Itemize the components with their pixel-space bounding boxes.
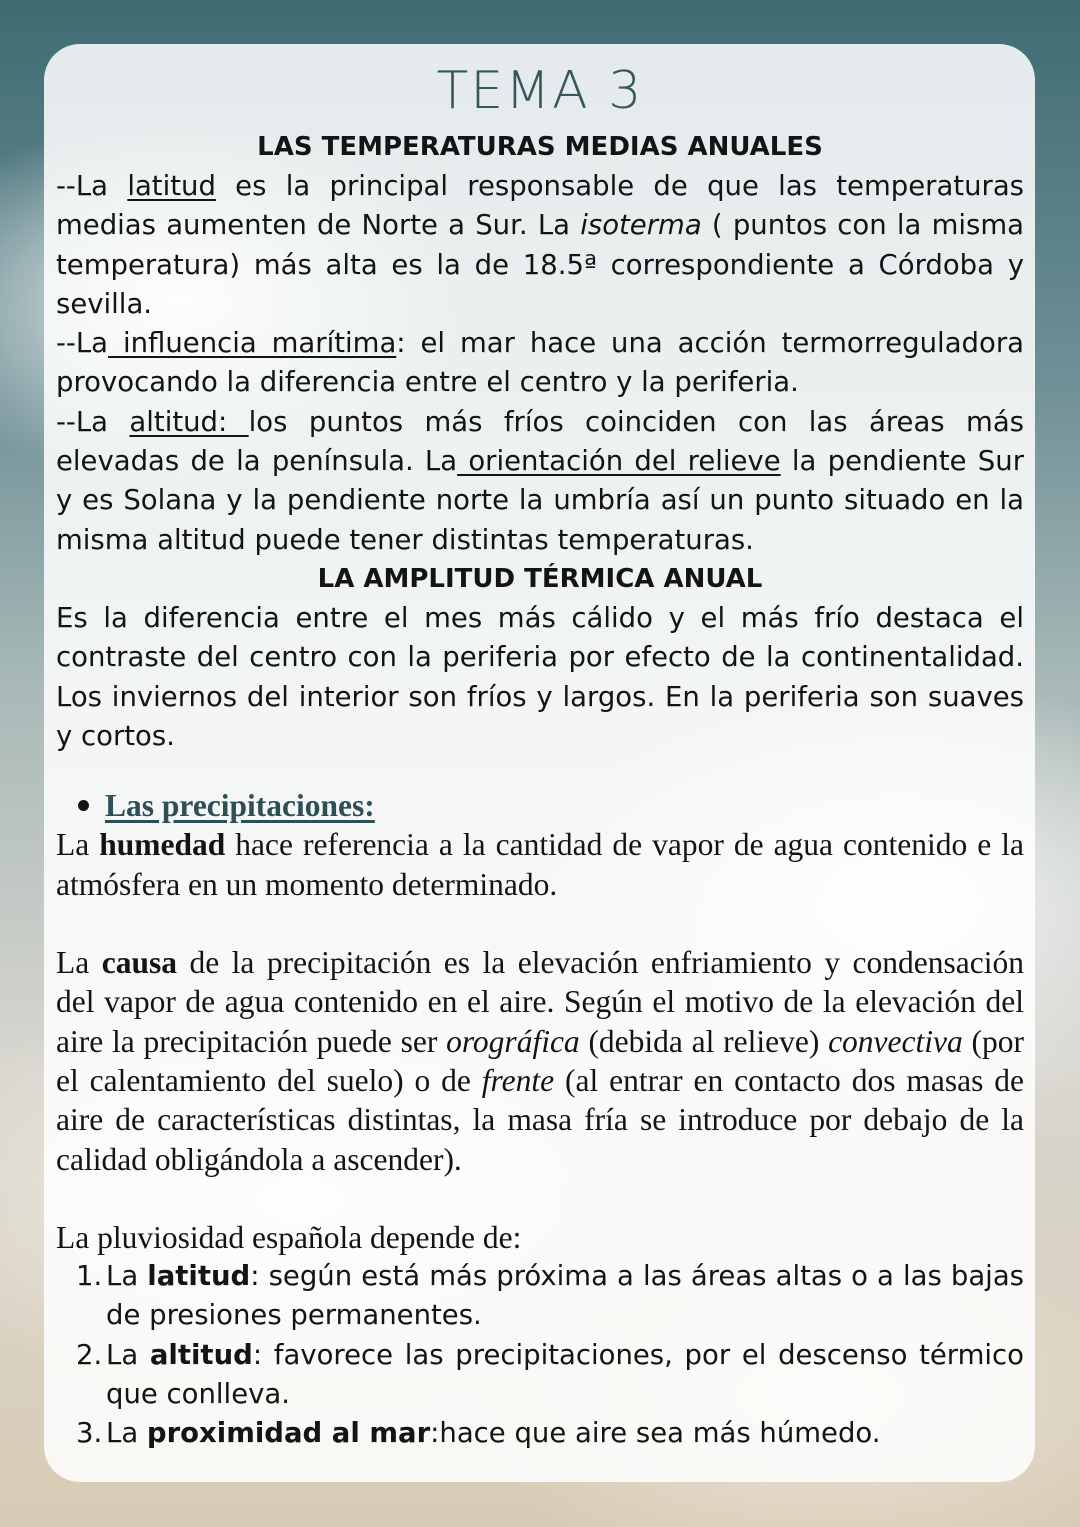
term-humedad: humedad (99, 827, 226, 863)
paragraph-humedad (56, 825, 1024, 904)
text-fragment: :hace que aire sea más húmedo. (430, 1417, 881, 1450)
text-fragment: : según está más próxima a las áreas altas o a las bajas de presiones permanentes. (106, 1260, 1024, 1332)
term-orografica: orográfica (446, 1023, 580, 1059)
term-frente: frente (481, 1062, 555, 1098)
text-fragment: --La (56, 170, 128, 202)
paragraph-latitud (56, 167, 1024, 324)
text-fragment: : favorece las precipitaciones, por el descenso térmico que conlleva. (106, 1338, 1024, 1411)
term-orientacion-relieve: orientación del relieve (457, 445, 781, 478)
text-fragment: de la precipitación es la elevación enfriamiento y condensación del vapor de agua contenido en el aire. Según el motivo de la elevación del aire la precipitación puede ser (56, 945, 1024, 1059)
text-fragment: la pendiente Sur y es Solana y la pendiente norte la umbría así un punto situado en la misma altitud puede tener distintas temperaturas. (56, 445, 1024, 556)
term-isoterma: isoterma (580, 209, 702, 242)
list-item (56, 1336, 1024, 1415)
heading-temperaturas: LAS TEMPERATURAS MEDIAS ANUALES (257, 132, 823, 162)
list-number: 2. (76, 1338, 103, 1371)
list-number: 1. (76, 1260, 103, 1293)
paragraph-causa (56, 943, 1024, 1179)
term-altitud: altitud: (129, 405, 249, 438)
text-fragment: es la principal responsable de que las temperaturas medias aumenten de Norte a Sur. La (56, 170, 1024, 242)
term-causa: causa (101, 945, 177, 981)
text-fragment: La (106, 1417, 147, 1450)
spacer (56, 756, 1024, 778)
spacer (56, 1179, 1024, 1218)
paragraph-altitud (56, 403, 1024, 560)
term-altitud-bold: altitud (149, 1338, 253, 1371)
text-fragment: ( puntos con la misma temperatura) más alta es la de 18.5ª correspondiente a Córdoba y sevilla. (56, 209, 1024, 320)
term-proximidad-mar: proximidad al mar (146, 1417, 431, 1450)
text-fragment: (al entrar en contacto dos masas de aire de características distintas, la masa fría se introduce por debajo de la calidad obligándola a ascender). (56, 1062, 1024, 1177)
text-fragment: : el mar hace una acción termorreguladora provocando la diferencia entre el centro y la periferia. (56, 327, 1024, 399)
text-fragment: La (56, 827, 100, 863)
text-fragment: --La (56, 405, 130, 438)
paragraph-amplitud: Es la diferencia entre el mes más cálido y el más frío destaca el contraste del centro con la periferia por efecto de la continentalidad. Los inviernos del interior son fríos y largos. En la periferia son suaves y cortos. (56, 601, 1024, 752)
spacer (56, 904, 1024, 943)
page-card (44, 44, 1035, 1482)
term-influencia-maritima: influencia marítima (108, 327, 397, 360)
text-fragment: los puntos más fríos coinciden con las áreas más elevadas de la península. La (56, 405, 1024, 478)
text-fragment: (debida al relieve) (579, 1023, 829, 1059)
paragraph-influencia (56, 324, 1024, 403)
text-fragment: La (106, 1338, 150, 1371)
pluviosidad-list (56, 1257, 1024, 1453)
text-fragment: La (106, 1260, 148, 1293)
list-item (56, 1414, 1024, 1453)
subheading-precipitaciones: Las precipitaciones: (105, 788, 375, 824)
paragraph-pluviosidad: La pluviosidad española depende de: (56, 1219, 522, 1255)
list-item (56, 1257, 1024, 1336)
list-number: 3. (76, 1417, 103, 1450)
text-fragment: (por el calentamiento del suelo) o de (56, 1023, 1024, 1098)
page-title: TEMA 3 (436, 61, 644, 121)
bullet-dot-icon (78, 800, 89, 811)
text-fragment: --La (56, 327, 109, 360)
heading-amplitud: LA AMPLITUD TÉRMICA ANUAL (317, 563, 763, 594)
bullet-precipitaciones (56, 786, 1024, 825)
text-fragment: La (56, 945, 102, 981)
term-latitud: latitud (127, 170, 216, 202)
text-fragment: hace referencia a la cantidad de vapor de agua contenido e la atmósfera en un momento determinado. (56, 827, 1024, 902)
document-content (56, 60, 1024, 1454)
term-latitud-bold: latitud (147, 1260, 251, 1293)
term-convectiva: convectiva (828, 1023, 963, 1059)
